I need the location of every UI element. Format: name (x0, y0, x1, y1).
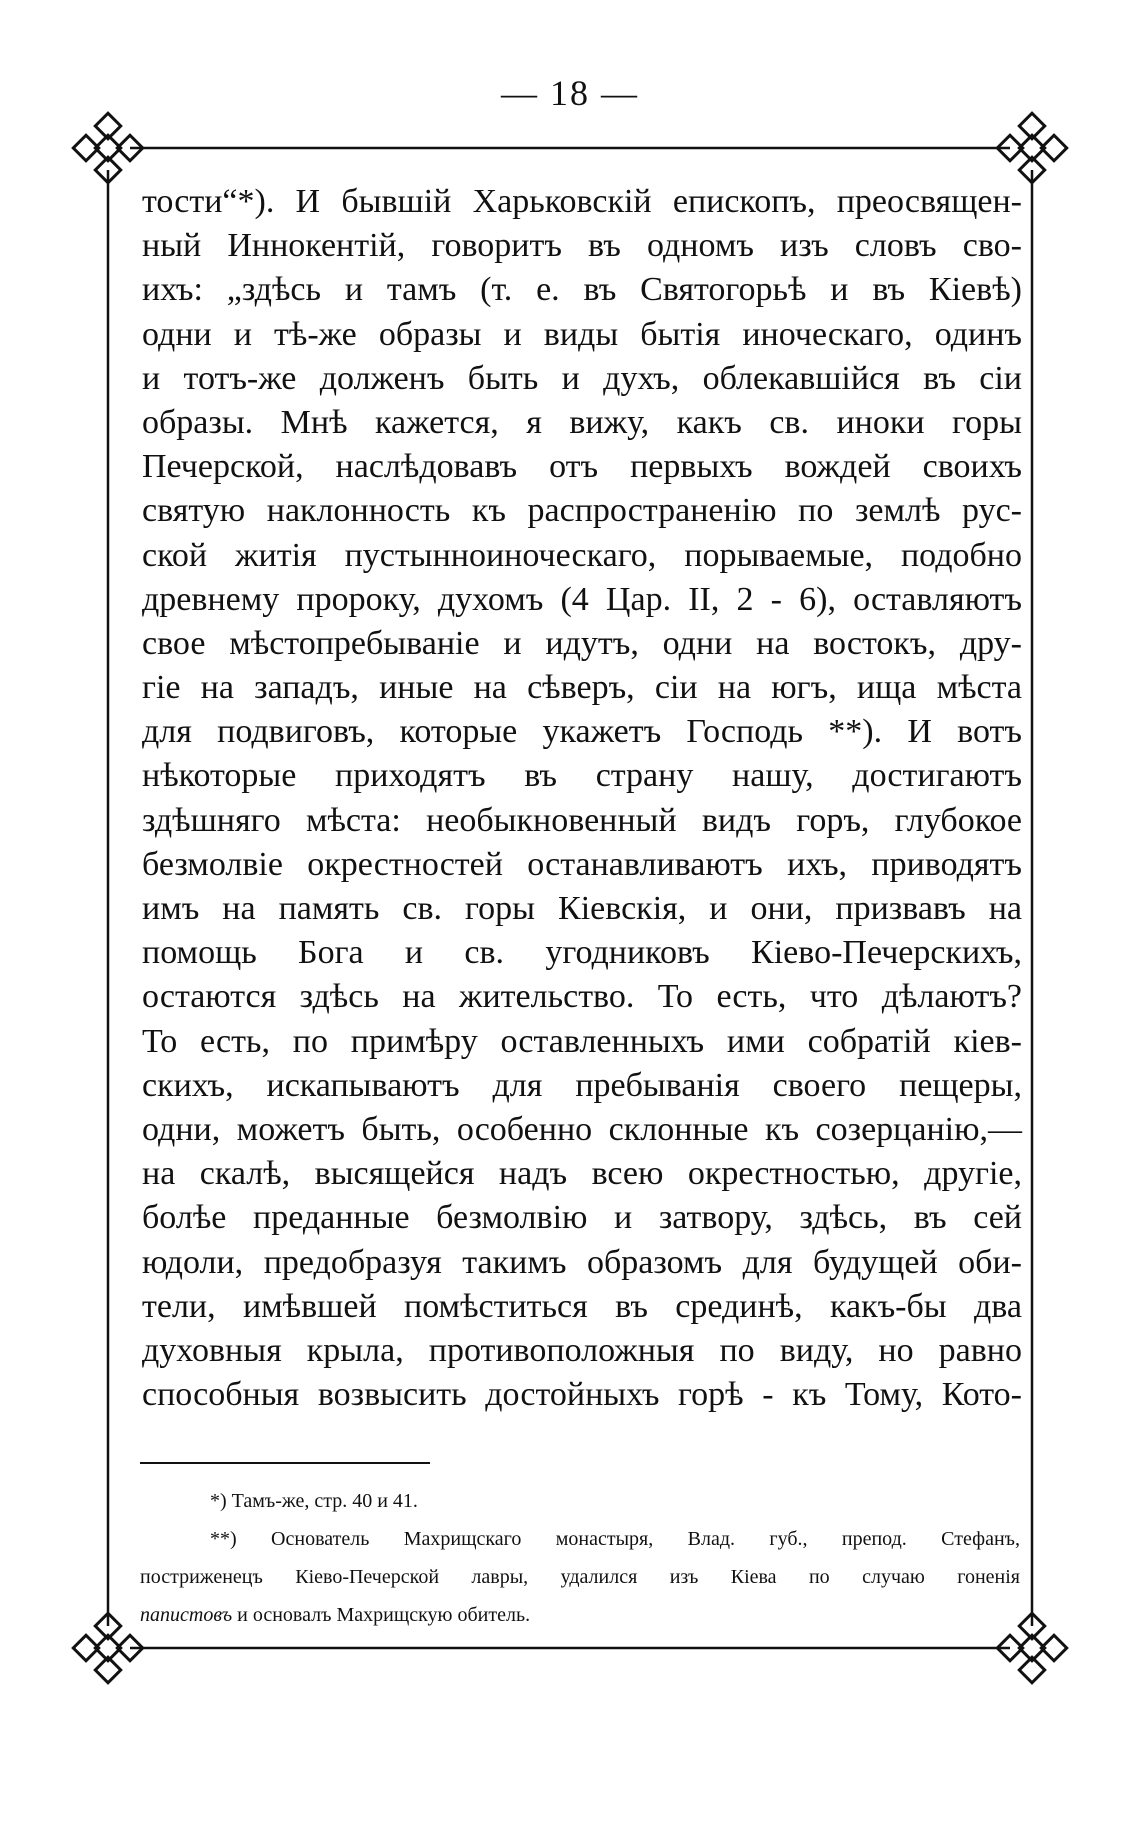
footnote-italic-word: папистовъ (140, 1604, 233, 1626)
footnotes (140, 1462, 1020, 1634)
body-line: ихъ: „здѣсь и тамъ (т. е. въ Святогорьѣ и въ Кіевѣ) (142, 271, 1022, 309)
footnote-2-line-2: постриженецъ Кіево-Печерской лавры, удалился изъ Кіева по случаю гоненія (140, 1566, 1020, 1588)
footnote-2-line-1: **) Основатель Махрищскаго монастыря, Влад. губ., препод. Стефанъ, (210, 1528, 1020, 1550)
body-line: для подвиговъ, которые укажетъ Господь **). И вотъ (142, 713, 1022, 751)
body-line: на скалѣ, высящейся надъ всею окрестностью, другіе, (142, 1155, 1022, 1193)
body-line: ской житія пустынноиноческаго, порываемые, подобно (142, 536, 1022, 574)
body-line: одни и тѣ-же образы и виды бытія иноческаго, одинъ (142, 315, 1022, 353)
body-line: гіе на западъ, иные на сѣверъ, сіи на югъ, ища мѣста (142, 669, 1022, 707)
footnote-rule (140, 1462, 430, 1464)
body-line: образы. Мнѣ кажется, я вижу, какъ св. иноки горы (142, 403, 1022, 441)
body-line: юдоли, предобразуя такимъ образомъ для будущей оби- (142, 1243, 1022, 1281)
body-line: ный Иннокентій, говоритъ въ одномъ изъ словъ сво- (142, 227, 1022, 265)
body-line: безмолвіе окрестностей останавливаютъ ихъ, приводятъ (142, 845, 1022, 883)
body-line: Печерской, наслѣдовавъ отъ первыхъ вождей своихъ (142, 448, 1022, 486)
body-line: духовныя крыла, противоположныя по виду, но равно (142, 1331, 1022, 1369)
page-number: — 18 — (501, 73, 639, 113)
body-line: здѣшняго мѣста: необыкновенный видъ горъ, глубокое (142, 801, 1022, 839)
body-line: свое мѣстопребываніе и идутъ, одни на востокъ, дру- (142, 624, 1022, 662)
footnote-2-line-3 (140, 1596, 1020, 1634)
body-line: То есть, по примѣру оставленныхъ ими собратій кіев- (142, 1022, 1022, 1060)
body-line: болѣе преданные безмолвію и затвору, здѣсь, въ сей (142, 1199, 1022, 1237)
body-line: способныя возвысить достойныхъ горѣ - къ Тому, Кото- (142, 1376, 1022, 1414)
body-line: древнему пророку, духомъ (4 Цар. II, 2 - 6), оставляютъ (142, 580, 1022, 618)
body-line: и тотъ-же долженъ быть и духъ, облекавшійся въ сіи (142, 359, 1022, 397)
body-line: остаются здѣсь на жительство. То есть, что дѣлаютъ? (142, 978, 1022, 1016)
footnote-2-line-3-rest: и основалъ Махрищскую обитель. (232, 1604, 531, 1626)
body-line: святую наклонность къ распространенію по землѣ рус- (142, 492, 1022, 530)
body-line: тости“*). И бывшій Харьковскій епископъ, преосвящен- (142, 183, 1022, 220)
body-text (142, 180, 1022, 1417)
body-line: имъ на память св. горы Кіевскія, и они, призвавъ на (142, 890, 1022, 927)
footnote-1: *) Тамъ-же, стр. 40 и 41. (210, 1490, 418, 1512)
body-line: тели, имѣвшей помѣститься въ срединѣ, какъ-бы два (142, 1287, 1022, 1325)
body-line: одни, можетъ быть, особенно склонные къ созерцанію,— (142, 1110, 1022, 1148)
body-line: скихъ, искапываютъ для пребыванія своего пещеры, (142, 1066, 1022, 1104)
body-line: нѣкоторые приходятъ въ страну нашу, достигаютъ (142, 757, 1022, 795)
body-line: помощь Бога и св. угодниковъ Кіево-Печерскихъ, (142, 934, 1022, 972)
